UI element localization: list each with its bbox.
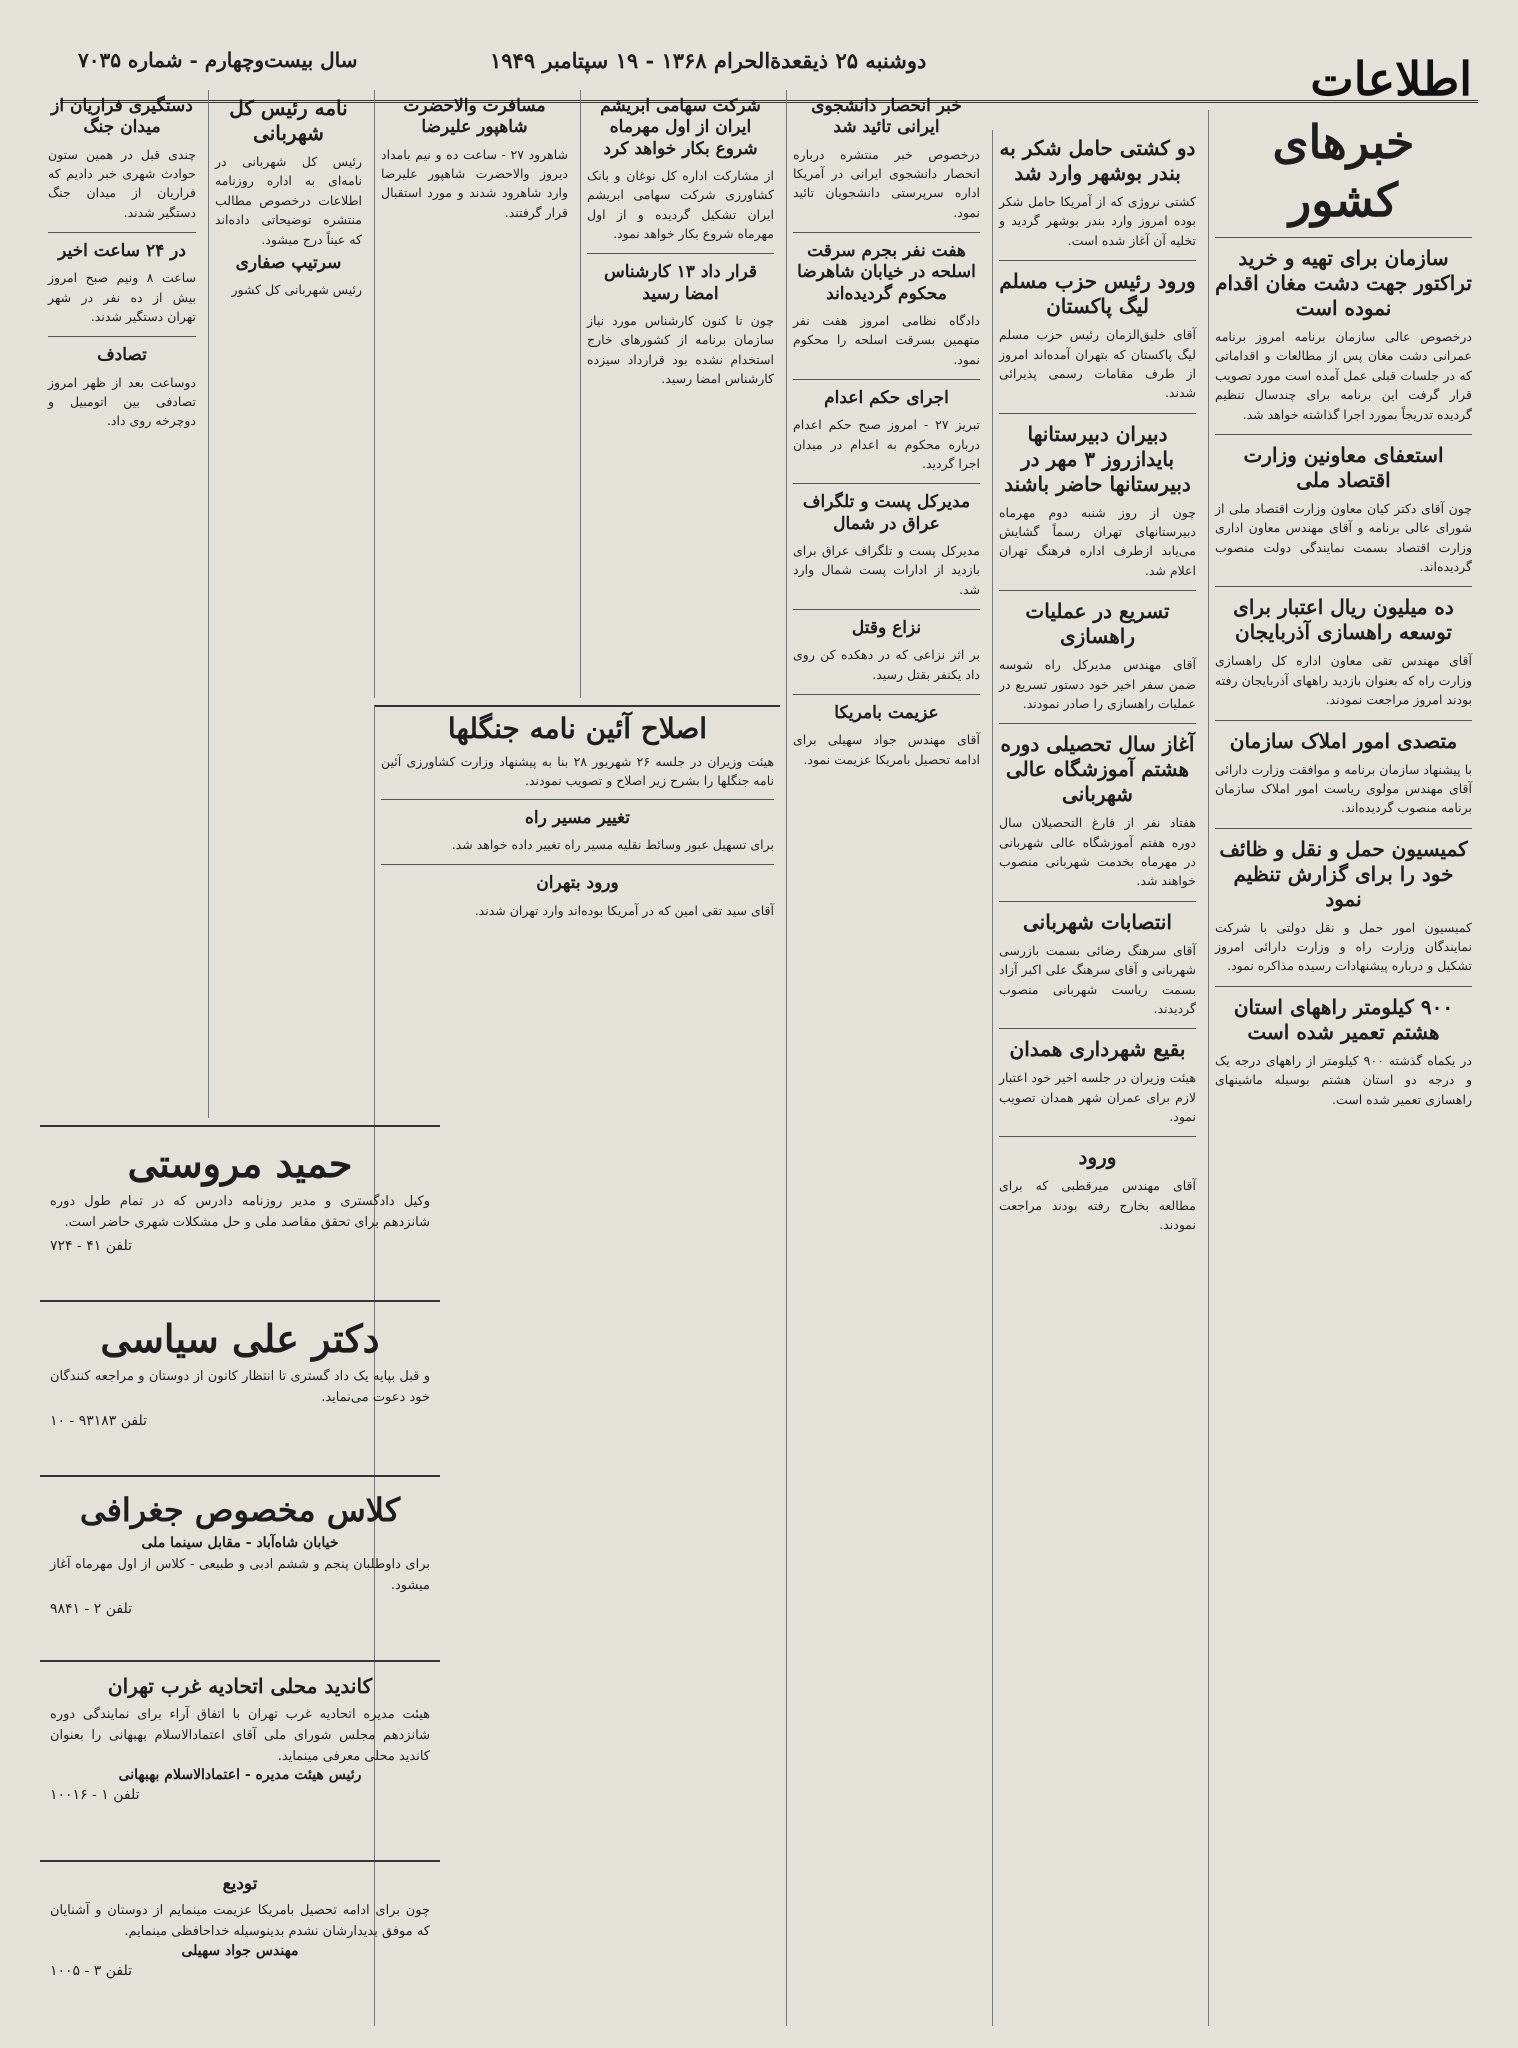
article-headline: قرار داد ۱۳ کارشناس امضا رسید bbox=[603, 262, 758, 304]
article bbox=[999, 599, 1196, 713]
article bbox=[587, 262, 774, 388]
article-headline: استعفای معاونین وزارت اقتصاد ملی bbox=[1243, 442, 1444, 492]
column-4 bbox=[580, 90, 780, 698]
article bbox=[381, 96, 568, 222]
article-headline: مسافرت والاحضرت شاهپور علیرضا bbox=[403, 96, 546, 138]
article bbox=[793, 241, 980, 369]
column-3 bbox=[786, 90, 986, 2026]
ad-title: تودیع bbox=[222, 1874, 258, 1894]
article-body: چون تا کنون کارشناس مورد نیاز سازمان برنامه از کشورهای خارج استخدام نشده بود قرارداد سیزده کارشناس امضا رسید. bbox=[587, 312, 774, 386]
ad-phone: تلفن ۹۳۱۸۳ - ۱۰ bbox=[50, 1412, 148, 1429]
article bbox=[1215, 729, 1472, 818]
article-headline: مدیرکل پست و تلگراف عراق در شمال bbox=[802, 492, 971, 534]
article-body: با پیشنهاد سازمان برنامه و موافقت وزارت دارائی آقای مهندس مولوی ریاست امور املاک سازمان برنامه منصوب گردیده‌اند. bbox=[1215, 761, 1472, 816]
article-headline: ده میلیون ریال اعتبار برای توسعه راهسازی آذربایجان bbox=[1233, 595, 1454, 645]
article-headline: ورود بتهران bbox=[536, 873, 619, 894]
article bbox=[999, 732, 1196, 891]
article-headline: دستگیری فراریان از میدان جنگ bbox=[51, 96, 193, 138]
column-1 bbox=[1208, 110, 1478, 2026]
dateline: دوشنبه ۲۵ ذیقعدةالحرام ۱۳۶۸ - ۱۹ سپتامبر ۱۹۴۹ bbox=[490, 48, 927, 73]
article bbox=[1215, 995, 1472, 1109]
ad-title: دکتر علی سیاسی bbox=[100, 1316, 380, 1361]
article-headline: کمیسیون حمل و نقل و ظائف خود را برای گزارش تنظیم نمود bbox=[1219, 836, 1468, 911]
article-headline: دبیران دبیرستانها بایدازروز ۳ مهر در دبیرستانها حاضر باشند bbox=[1004, 421, 1191, 496]
article-body: از مشارکت اداره کل نوغان و بانک کشاورزی شرکت سهامی ابریشم ایران تشکیل گردیده و از اول مهرماه شروع بکار خواهد نمود. bbox=[587, 167, 774, 241]
article-headline: آغاز سال تحصیلی دوره هشتم آموزشگاه عالی شهربانی bbox=[1000, 732, 1195, 807]
article-body: رئیس کل شهربانی در نامه‌ای به اداره روزنامه اطلاعات درخصوص مطالب منتشره توضیحاتی داده‌اند که عیناً درج میشود. bbox=[215, 154, 362, 247]
article bbox=[1215, 443, 1472, 577]
article-headline: در ۲۴ ساعت اخیر bbox=[58, 241, 186, 261]
article-body: آقای سید تقی امین که در آمریکا بوده‌اند وارد تهران شدند. bbox=[474, 902, 774, 918]
ad-phone: تلفن ۴۱ - ۷۲۴ bbox=[50, 1237, 132, 1254]
article-body: بر اثر نزاعی که در دهکده کن روی داد یکنفر بقتل رسید. bbox=[793, 647, 980, 682]
article bbox=[1215, 595, 1472, 709]
ad-hamid-marvasti bbox=[40, 1125, 440, 1295]
ad-ali-siasi bbox=[40, 1300, 440, 1470]
article-body: ساعت ۸ ونیم صبح امروز بیش از ده نفر در شهر تهران دستگیر شدند. bbox=[48, 270, 196, 324]
article bbox=[587, 96, 774, 243]
article-body: آقای مهندس میرقطبی که برای مطالعه بخارج رفته بودند مراجعت نمودند. bbox=[999, 1178, 1196, 1233]
article-headline: عزیمت بامریکا bbox=[834, 702, 939, 723]
article-headline: ورود رئیس حزب مسلم لیگ پاکستان bbox=[999, 269, 1196, 319]
article bbox=[999, 910, 1196, 1019]
article bbox=[793, 388, 980, 473]
article-headline: تسریع در عملیات راهسازی bbox=[1025, 599, 1170, 649]
article bbox=[999, 269, 1196, 403]
ad-geography-class bbox=[40, 1475, 440, 1655]
article bbox=[215, 96, 362, 300]
newspaper-logo: اطلاعات bbox=[1310, 52, 1472, 106]
article-body: هفتاد نفر از فارغ التحصیلان سال دوره هفتم آموزشگاه عالی شهربانی در مهرماه بخدمت شهربانی منصوب خواهند شد. bbox=[999, 815, 1196, 889]
article-headline: شرکت سهامی ابریشم ایران از اول مهرماه شروع بکار خواهد کرد bbox=[600, 96, 761, 159]
article-body: چون آقای دکتر کیان معاون وزارت اقتصاد ملی از شورای عالی برنامه و آقای مهندس معاون اداری وزارت اقتصاد بسمت نمایندگی دولت منصوب گردیده‌اند. bbox=[1215, 500, 1472, 574]
article-body: چون از روز شنبه دوم مهرماه دبیرستانهای تهران رسماً گشایش می‌یابد ازطرف اداره فرهنگ تهران اعلام شد. bbox=[999, 504, 1196, 578]
article-body: درخصوص خبر منتشره درباره انحصار دانشجوی ایرانی در آمریکا اداره سرپرستی دانشجویان تائید نمود. bbox=[793, 146, 980, 220]
article-body: آقای سرهنگ رضائی بسمت بازرسی شهربانی و آقای سرهنگ علی اکبر آزاد بسمت ریاست شهربانی منصوب گردیدند. bbox=[999, 942, 1196, 1016]
article-headline: ۹۰۰ کیلومتر راههای استان هشتم تعمیر شده است bbox=[1233, 994, 1454, 1044]
article-body: کمیسیون امور حمل و نقل دولتی با شرکت نمایندگان وزارت راه و وزارت دارائی امروز تشکیل و درباره پیشنهادات رسیده مذاکره نمود. bbox=[1215, 919, 1472, 974]
article bbox=[48, 96, 196, 222]
article bbox=[999, 422, 1196, 581]
signature-role: رئیس شهربانی کل کشور bbox=[231, 282, 362, 298]
article-headline: اجرای حکم اعدام bbox=[824, 387, 949, 408]
ad-body: چون برای ادامه تحصیل بامریکا عزیمت مینمایم از دوستان و آشنایان که موفق بدیدارشان نشدم بدینوسیله خداحافظی مینمایم. bbox=[50, 1903, 430, 1940]
article-body: تبریز ۲۷ - امروز صبح حکم اعدام درباره محکوم به اعدام در میدان اجرا گردید. bbox=[793, 417, 980, 471]
article bbox=[999, 136, 1196, 250]
ad-body: هیئت مدیره اتحادیه غرب تهران با اتفاق آراء برای نمایندگی دوره شانزدهم مجلس شورای ملی آقای اعتمادالاسلام بهبهانی را بعنوان کاندید محلی معرفی مینماید. bbox=[50, 1707, 430, 1764]
article-headline: سازمان برای تهیه و خرید تراکتور جهت دشت مغان اقدام نموده است bbox=[1215, 246, 1472, 320]
article bbox=[381, 808, 774, 855]
article-body: چندی قبل در همین ستون حوادث شهری خبر دادیم که فراریان از میدان جنگ دستگیر شدند. bbox=[48, 146, 196, 220]
article bbox=[48, 241, 196, 326]
article bbox=[793, 492, 980, 599]
article-body: درخصوص عالی سازمان برنامه امروز برنامه عمرانی دشت مغان پس از مطالعات و اقداماتی که در جلسات قبلی عمل آمده است مورد تصویب قرار گرفت این برنامه برای چندسال تنظیم گردیده تدریجاً بمورد اجرا گذاشته خواهد شد. bbox=[1215, 329, 1472, 422]
signature: سرتیپ صفاری bbox=[235, 252, 342, 273]
ad-phone: تلفن ۳ - ۱۰۰۵ bbox=[50, 1962, 132, 1979]
ad-phone: تلفن ۱ - ۱۰۰۱۶ bbox=[50, 1787, 140, 1804]
column-5 bbox=[374, 90, 574, 698]
column-6 bbox=[208, 90, 368, 1118]
issue-number: سال بیست‌وچهارم - شماره ۷۰۳۵ bbox=[78, 48, 358, 72]
ad-title: کلاس مخصوص جغرافی bbox=[79, 1491, 401, 1529]
article-body: دادگاه نظامی امروز هفت نفر متهمین بسرقت اسلحه را محکوم نمود. bbox=[793, 312, 980, 367]
ad-body: برای داوطلبان پنجم و ششم ادبی و طبیعی - کلاس از اول مهرماه آغاز میشود. bbox=[50, 1557, 430, 1593]
article-headline: خبر انحصار دانشجوی ایرانی تائید شد bbox=[811, 96, 962, 138]
article-headline: نامه رئیس کل شهربانی bbox=[229, 96, 348, 145]
article bbox=[999, 1145, 1196, 1234]
ad-signature: رئیس هیئت مدیره - اعتمادالاسلام بهبهانی bbox=[118, 1767, 362, 1784]
ad-body: و قبل بپایه یک داد گستری تا انتظار کانون از دوستان و مراجعه کنندگان خود دعوت می‌نماید. bbox=[50, 1369, 430, 1405]
article-body: آقای مهندس تقی معاون اداره کل راهسازی وزارت راه که بعنوان بازدید راههای آذربایجان رفته بودند امروز مراجعت نمودند. bbox=[1215, 653, 1472, 708]
article-headline: تصادف bbox=[97, 345, 147, 366]
article-headline: ورود bbox=[1078, 1145, 1117, 1170]
article bbox=[999, 1037, 1196, 1126]
column-2 bbox=[992, 130, 1202, 2026]
article-headline: بقیع شهرداری همدان bbox=[1009, 1037, 1186, 1062]
article bbox=[793, 703, 980, 769]
article-body: دوساعت بعد از ظهر امروز تصادفی بین اتومبیل و دوچرخه روی داد. bbox=[48, 374, 196, 429]
article-body: کشتی نروژی که از آمریکا حامل شکر بوده امروز وارد بندر بوشهر گردید و تخلیه آن آغاز شده است. bbox=[999, 194, 1196, 248]
column-7 bbox=[42, 90, 202, 1118]
section-title: خبرهای کشور bbox=[1272, 115, 1415, 227]
article-headline: تغییر مسیر راه bbox=[524, 807, 631, 828]
article-body: آقای مهندس مدیرکل راه شوسه ضمن سفر اخیر خود دستور تسریع در عملیات راهسازی را صادر نمودند. bbox=[999, 657, 1196, 711]
article-headline: هفت نفر بجرم سرقت اسلحه در خیابان شاهرضا محکوم گردیده‌اند bbox=[797, 241, 976, 304]
article-headline: متصدی امور املاک سازمان bbox=[1229, 728, 1458, 753]
article-body: هیئت وزیران در جلسه ۲۶ شهریور ۲۸ بنا به پیشنهاد وزارت کشاورزی آئین نامه جنگلها را بشرح زیر اصلاح و تصویب نمودند. bbox=[381, 754, 774, 789]
article-body: در یکماه گذشته ۹۰۰ کیلومتر از راههای درجه یک و درجه دو استان هشتم بوسیله ماشینهای راهسازی تعمیر شده است. bbox=[1215, 1052, 1472, 1107]
article-body: هیئت وزیران در جلسه اخیر خود اعتبار لازم برای عمران شهر همدان تصویب نمود. bbox=[999, 1070, 1196, 1124]
article bbox=[381, 873, 774, 920]
ad-title: حمید مروستی bbox=[127, 1141, 353, 1186]
article bbox=[793, 618, 980, 684]
article-body: مدیرکل پست و تلگراف عراق برای بازدید از ادارات پست شمال وارد شد. bbox=[793, 542, 980, 597]
article-body: شاهرود ۲۷ - ساعت ده و نیم بامداد دیروز والاحضرت شاهپور علیرضا وارد شاهرود شدند و مورد استقبال قرار گرفتند. bbox=[381, 146, 568, 220]
article-body: آقای مهندس جواد سهیلی برای ادامه تحصیل بامریکا عزیمت نمود. bbox=[793, 732, 980, 767]
article-body: برای تسهیل عبور وسائط نقلیه مسیر راه تغییر داده خواهد شد. bbox=[451, 837, 774, 852]
article-headline: نزاع وقتل bbox=[851, 617, 922, 638]
article-headline: انتصابات شهربانی bbox=[1023, 909, 1172, 934]
ad-phone: تلفن ۲ - ۹۸۴۱ bbox=[50, 1600, 132, 1617]
article bbox=[1215, 837, 1472, 976]
ad-title: کاندید محلی اتحادیه غرب تهران bbox=[107, 1674, 373, 1698]
ad-signature: مهندس جواد سهیلی bbox=[181, 1942, 299, 1959]
article-body: آقای خلیق‌الزمان رئیس حزب مسلم لیگ پاکستان که بتهران آمده‌اند امروز از طرف مقامات رسمی پذیرائی شدند. bbox=[999, 327, 1196, 401]
article-headline: اصلاح آئین نامه جنگلها bbox=[447, 712, 708, 745]
ad-farewell bbox=[40, 1860, 440, 2020]
ad-west-tehran-union bbox=[40, 1660, 440, 1855]
article bbox=[1215, 246, 1472, 424]
article bbox=[793, 96, 980, 222]
article-headline: دو کشتی حامل شکر به بندر بوشهر وارد شد bbox=[999, 136, 1196, 185]
ad-subtitle: خیابان شاه‌آباد - مقابل سینما ملی bbox=[141, 1535, 339, 1551]
article bbox=[48, 345, 196, 430]
ad-body: وکیل دادگستری و مدیر روزنامه دادرس که در تمام طول دوره شانزدهم برای تحقق مقاصد ملی و حل مشکلات شهری حاضر است. bbox=[50, 1194, 430, 1230]
